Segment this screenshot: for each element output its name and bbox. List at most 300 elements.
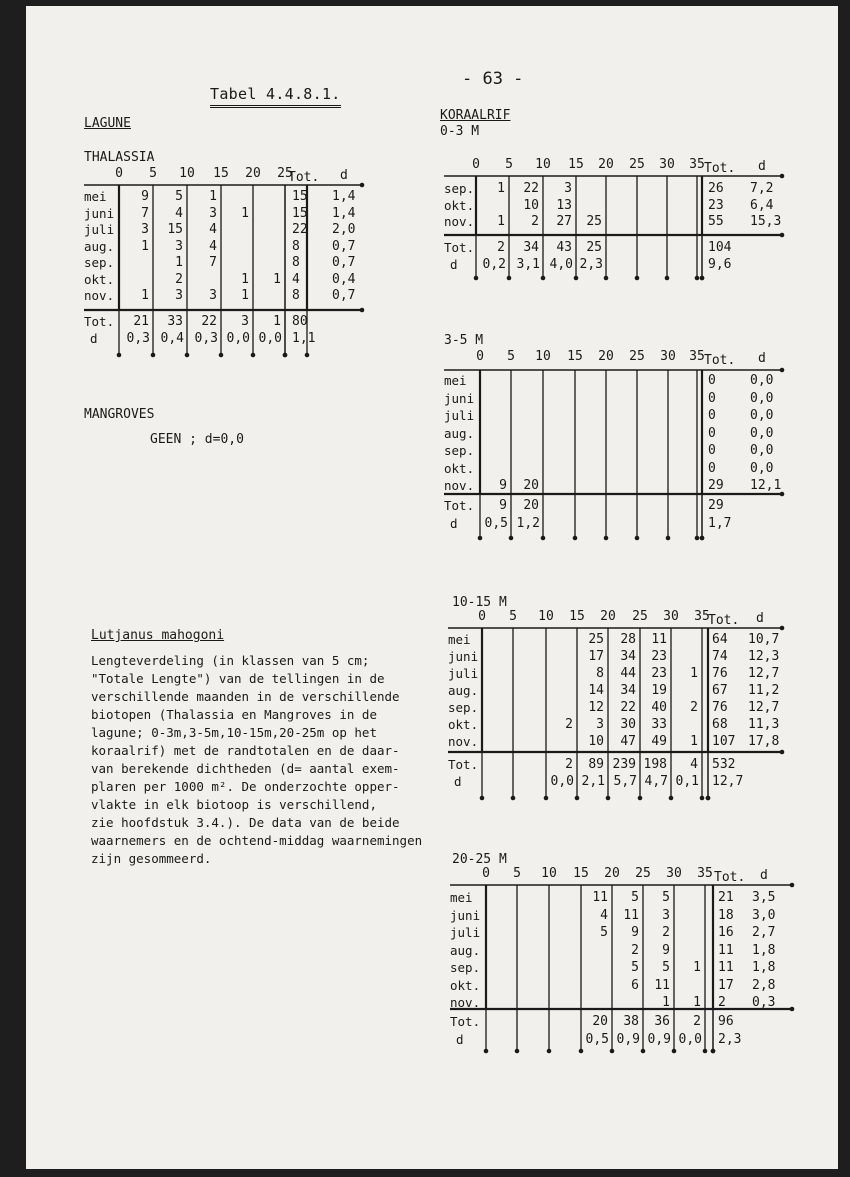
cell-value: 2 — [531, 214, 539, 229]
cell-value: 19 — [651, 683, 667, 698]
tick-dot — [251, 353, 256, 358]
cell-value: 47 — [620, 734, 636, 749]
d-header: d — [756, 611, 764, 626]
month-label: nov. — [444, 214, 475, 229]
row-density: 10,7 — [748, 632, 780, 647]
cell-value: 22 — [523, 181, 539, 196]
cell-value: 9 — [141, 189, 149, 204]
tick-dot — [700, 796, 705, 801]
total-value: 9 — [499, 498, 507, 513]
total-value: 2 — [565, 757, 573, 772]
cell-value: 3 — [141, 222, 149, 237]
row-total: 68 — [712, 717, 728, 732]
row-total: 21 — [718, 890, 734, 905]
tick-dot — [790, 1007, 795, 1012]
cell-value: 1 — [690, 734, 698, 749]
row-density: 1,4 — [332, 205, 356, 221]
tick-dot — [711, 1049, 716, 1054]
tick-dot — [541, 276, 546, 281]
row-total: 15 — [292, 205, 308, 221]
class-tick-label: 35 — [689, 349, 705, 364]
class-tick-label: 0 — [115, 166, 123, 181]
row-total: 74 — [712, 649, 728, 664]
cell-value: 1 — [662, 995, 670, 1010]
cell-value: 2 — [690, 700, 698, 715]
density-value: 0,0 — [258, 330, 282, 346]
tick-dot — [185, 353, 190, 358]
caption-line: verschillende maanden in de verschillende — [91, 689, 400, 704]
total-value: 3 — [241, 314, 249, 329]
table-title: Tabel 4.4.8.1. — [210, 85, 341, 103]
total-value: 198 — [643, 757, 667, 772]
row-density: 1,4 — [332, 189, 356, 204]
d-header: d — [340, 168, 348, 183]
mangroves-label: MANGROVES — [84, 407, 155, 422]
density-value: 4,0 — [549, 256, 573, 272]
tick-dot — [695, 276, 700, 281]
mangroves-value: GEEN ; d=0,0 — [150, 432, 244, 447]
cell-value: 3 — [209, 288, 217, 303]
class-tick-label: 30 — [666, 866, 682, 881]
total-value: 89 — [588, 757, 604, 772]
depth-0-3-label: 0-3 M — [440, 124, 480, 139]
row-density: 2,7 — [752, 925, 776, 940]
row-density: 0,0 — [750, 425, 774, 441]
month-label: juni — [450, 907, 481, 923]
row-total: 16 — [718, 925, 734, 940]
class-tick-label: 25 — [629, 349, 645, 364]
row-density: 2,8 — [752, 977, 776, 993]
tot-row-label: Tot. — [84, 314, 115, 329]
cell-value: 2 — [662, 925, 670, 940]
tot-row-label: Tot. — [448, 757, 479, 772]
cell-value: 4 — [209, 238, 217, 254]
d-header: d — [758, 351, 766, 366]
cell-value: 11 — [623, 907, 639, 923]
class-tick-label: 5 — [505, 157, 513, 172]
d-header: d — [760, 868, 768, 883]
cell-value: 9 — [499, 478, 507, 493]
class-tick-label: 10 — [535, 157, 551, 172]
row-density: 0,0 — [750, 390, 774, 406]
density-value: 0,3 — [194, 330, 218, 346]
cell-value: 27 — [556, 214, 572, 229]
row-total: 0 — [708, 408, 716, 423]
row-density: 12,7 — [748, 700, 780, 715]
density-value: 0,5 — [484, 515, 508, 531]
grand-total: 29 — [708, 498, 724, 513]
cell-value: 1 — [693, 995, 701, 1010]
cell-value: 25 — [588, 632, 604, 647]
month-label: sep. — [450, 960, 481, 975]
depth-20-25-label: 20-25 M — [452, 852, 507, 867]
month-label: aug. — [450, 942, 481, 958]
tick-dot — [573, 536, 578, 541]
caption-line: Lengteverdeling (in klassen van 5 cm; — [91, 653, 370, 668]
row-total: 64 — [712, 632, 728, 647]
tick-dot — [579, 1049, 584, 1054]
d-row-label: d — [456, 1031, 464, 1047]
class-tick-label: 20 — [245, 166, 261, 181]
row-total: 17 — [718, 977, 734, 993]
month-label: juli — [448, 666, 479, 681]
cell-value: 4 — [209, 222, 217, 237]
row-density: 11,2 — [748, 683, 780, 698]
month-label: nov. — [444, 478, 475, 493]
d-row-label: d — [90, 330, 98, 346]
row-total: 11 — [718, 942, 734, 958]
row-density: 0,0 — [750, 443, 774, 458]
tick-dot — [610, 1049, 615, 1054]
row-total: 2 — [718, 995, 726, 1010]
caption-line: lagune; 0-3m,3-5m,10-15m,20-25m op het — [91, 725, 377, 740]
cell-value: 6 — [631, 977, 639, 993]
tick-dot — [780, 233, 785, 238]
class-tick-label: 35 — [694, 609, 710, 624]
tick-dot — [672, 1049, 677, 1054]
tick-dot — [541, 536, 546, 541]
class-tick-label: 5 — [509, 609, 517, 624]
tick-dot — [511, 796, 516, 801]
cell-value: 9 — [662, 942, 670, 958]
tick-dot — [480, 796, 485, 801]
total-value: 43 — [556, 240, 572, 255]
cell-value: 13 — [556, 197, 572, 213]
tick-dot — [695, 536, 700, 541]
cell-value: 8 — [596, 666, 604, 681]
row-density: 2,0 — [332, 222, 356, 237]
total-value: 20 — [592, 1014, 608, 1029]
total-value: 22 — [201, 314, 217, 329]
class-tick-label: 5 — [507, 349, 515, 364]
month-label: mei — [84, 189, 107, 204]
cell-value: 1 — [497, 214, 505, 229]
cell-value: 23 — [651, 649, 667, 664]
month-label: aug. — [84, 238, 115, 254]
grand-density: 9,6 — [708, 256, 732, 272]
tick-dot — [547, 1049, 552, 1054]
class-tick-label: 10 — [179, 166, 195, 181]
grand-density: 2,3 — [718, 1031, 742, 1047]
cell-value: 5 — [631, 890, 639, 905]
total-value: 1 — [273, 314, 281, 329]
month-label: juni — [84, 205, 115, 221]
class-tick-label: 30 — [660, 349, 676, 364]
cell-value: 4 — [175, 205, 183, 221]
density-value: 0,1 — [675, 774, 699, 789]
total-value: 4 — [690, 757, 698, 772]
month-label: aug. — [448, 683, 479, 698]
class-tick-label: 20 — [600, 609, 616, 624]
d-row-label: d — [450, 515, 458, 531]
class-tick-label: 20 — [598, 349, 614, 364]
row-density: 0,7 — [332, 238, 356, 254]
row-density: 15,3 — [750, 214, 782, 229]
tick-dot — [305, 353, 310, 358]
month-label: nov. — [448, 734, 479, 749]
cell-value: 40 — [651, 700, 667, 715]
caption-line: vlakte in elk biotoop is verschillend, — [91, 797, 377, 812]
class-tick-label: 25 — [632, 609, 648, 624]
density-value: 0,4 — [160, 330, 184, 346]
month-label: nov. — [84, 288, 115, 303]
tick-dot — [780, 750, 785, 755]
row-total: 4 — [292, 271, 300, 287]
density-value: 0,0 — [550, 774, 574, 789]
row-density: 1,8 — [752, 942, 776, 958]
cell-value: 15 — [167, 222, 183, 237]
class-tick-label: 25 — [635, 866, 651, 881]
tick-dot — [544, 796, 549, 801]
density-value: 0,0 — [678, 1031, 702, 1047]
month-label: sep. — [444, 443, 475, 458]
row-density: 12,1 — [750, 478, 782, 493]
total-value: 34 — [523, 240, 539, 255]
cell-value: 9 — [631, 925, 639, 940]
row-total: 0 — [708, 390, 716, 406]
cell-value: 34 — [620, 649, 636, 664]
cell-value: 3 — [175, 238, 183, 254]
density-value: 0,9 — [616, 1031, 640, 1047]
cell-value: 1 — [241, 271, 249, 287]
cell-value: 1 — [273, 271, 281, 287]
density-value: 0,0 — [226, 330, 250, 346]
class-tick-label: 20 — [604, 866, 620, 881]
class-tick-label: 25 — [277, 166, 293, 181]
tot-header: Tot. — [704, 353, 736, 368]
thalassia-label: THALASSIA — [84, 150, 155, 165]
row-density: 11,3 — [748, 717, 780, 732]
caption-title: Lutjanus mahogoni — [91, 628, 225, 643]
cell-value: 3 — [564, 181, 572, 196]
cell-value: 11 — [592, 890, 608, 905]
row-density: 17,8 — [748, 734, 780, 749]
tick-dot — [703, 1049, 708, 1054]
tick-dot — [283, 353, 288, 358]
total-value: 38 — [623, 1014, 639, 1029]
row-density: 0,7 — [332, 255, 356, 270]
row-total: 22 — [292, 222, 308, 237]
cell-value: 7 — [141, 205, 149, 221]
class-tick-label: 30 — [663, 609, 679, 624]
cell-value: 7 — [209, 255, 217, 270]
class-tick-label: 0 — [476, 349, 484, 364]
class-tick-label: 5 — [149, 166, 157, 181]
cell-value: 22 — [620, 700, 636, 715]
density-value: 3,1 — [516, 256, 540, 272]
density-value: 1,2 — [516, 515, 540, 531]
row-density: 12,7 — [748, 666, 780, 681]
month-label: mei — [450, 890, 473, 905]
page-number: - 63 - — [462, 69, 524, 89]
tick-dot — [780, 174, 785, 179]
class-tick-label: 35 — [689, 157, 705, 172]
row-density: 7,2 — [750, 181, 774, 196]
row-total: 107 — [712, 734, 736, 749]
caption-line: "Totale Lengte") van de tellingen in de — [91, 671, 385, 686]
class-tick-label: 30 — [659, 157, 675, 172]
cell-value: 10 — [523, 197, 539, 213]
caption-line: van berekende dichtheden (d= aantal exem- — [91, 761, 400, 776]
total-value: 25 — [586, 240, 602, 255]
cell-value: 33 — [651, 717, 667, 732]
cell-value: 3 — [209, 205, 217, 221]
row-total: 0 — [708, 460, 716, 476]
row-density: 6,4 — [750, 197, 774, 213]
tick-dot — [509, 536, 514, 541]
class-tick-label: 20 — [598, 157, 614, 172]
caption-line: koraalrif) met de randtotalen en de daar- — [91, 743, 400, 758]
class-tick-label: 15 — [573, 866, 589, 881]
cell-value: 3 — [662, 907, 670, 923]
row-total: 76 — [712, 666, 728, 681]
cell-value: 5 — [175, 189, 183, 204]
class-tick-label: 10 — [538, 609, 554, 624]
density-value: 0,9 — [647, 1031, 671, 1047]
density-value: 2,3 — [579, 256, 603, 272]
row-density: 0,0 — [750, 460, 774, 476]
row-total: 8 — [292, 238, 300, 254]
tick-dot — [574, 276, 579, 281]
cell-value: 14 — [588, 683, 604, 698]
month-label: juni — [444, 390, 475, 406]
total-value: 21 — [133, 314, 149, 329]
tick-dot — [360, 308, 365, 313]
row-total: 0 — [708, 425, 716, 441]
row-total: 0 — [708, 373, 716, 388]
row-total: 11 — [718, 960, 734, 975]
cell-value: 49 — [651, 734, 667, 749]
cell-value: 5 — [600, 925, 608, 940]
cell-value: 34 — [620, 683, 636, 698]
cell-value: 1 — [693, 960, 701, 975]
row-total: 29 — [708, 478, 724, 493]
tot-header: Tot. — [704, 161, 736, 176]
tick-dot — [638, 796, 643, 801]
row-total: 76 — [712, 700, 728, 715]
row-total: 55 — [708, 214, 724, 229]
tick-dot — [700, 536, 705, 541]
depth-3-5-label: 3-5 M — [444, 333, 484, 348]
month-label: okt. — [444, 460, 475, 476]
total-value: 36 — [654, 1014, 670, 1029]
total-value: 33 — [167, 314, 183, 329]
cell-value: 17 — [588, 649, 604, 664]
row-density: 3,0 — [752, 907, 776, 923]
month-label: sep. — [444, 181, 475, 196]
tick-dot — [604, 536, 609, 541]
total-value: 239 — [612, 757, 636, 772]
tick-dot — [117, 353, 122, 358]
cell-value: 30 — [620, 717, 636, 732]
cell-value: 2 — [631, 942, 639, 958]
class-tick-label: 0 — [472, 157, 480, 172]
month-label: mei — [448, 632, 471, 647]
cell-value: 1 — [241, 205, 249, 221]
cell-value: 3 — [596, 717, 604, 732]
cell-value: 3 — [175, 288, 183, 303]
total-value: 2 — [497, 240, 505, 255]
class-tick-label: 10 — [541, 866, 557, 881]
month-label: okt. — [84, 271, 115, 287]
row-total: 18 — [718, 907, 734, 923]
cell-value: 28 — [620, 632, 636, 647]
cell-value: 11 — [651, 632, 667, 647]
tick-dot — [635, 536, 640, 541]
cell-value: 1 — [175, 255, 183, 270]
row-total: 0 — [708, 443, 716, 458]
cell-value: 5 — [631, 960, 639, 975]
tick-dot — [604, 276, 609, 281]
tick-dot — [151, 353, 156, 358]
tot-row-label: Tot. — [450, 1014, 481, 1029]
tick-dot — [669, 796, 674, 801]
cell-value: 1 — [209, 189, 217, 204]
row-total: 67 — [712, 683, 728, 698]
class-tick-label: 5 — [513, 866, 521, 881]
row-total: 8 — [292, 288, 300, 303]
grand-density: 1,1 — [292, 330, 316, 346]
cell-value: 12 — [588, 700, 604, 715]
cell-value: 1 — [241, 288, 249, 303]
class-tick-label: 10 — [535, 349, 551, 364]
cell-value: 25 — [586, 214, 602, 229]
density-value: 5,7 — [613, 774, 637, 789]
density-value: 4,7 — [644, 774, 668, 789]
row-density: 0,7 — [332, 288, 356, 303]
row-density: 0,4 — [332, 271, 356, 287]
row-total: 26 — [708, 181, 724, 196]
tick-dot — [515, 1049, 520, 1054]
cell-value: 1 — [141, 288, 149, 303]
d-row-label: d — [454, 774, 462, 789]
month-label: sep. — [448, 700, 479, 715]
month-label: okt. — [450, 977, 481, 993]
caption-line: plaren per 1000 m². De onderzochte opper- — [91, 779, 400, 794]
tick-dot — [780, 368, 785, 373]
caption-line: biotopen (Thalassia en Mangroves in de — [91, 707, 377, 722]
row-density: 0,3 — [752, 995, 776, 1010]
month-label: juli — [450, 925, 481, 940]
depth-10-15-label: 10-15 M — [452, 595, 507, 610]
month-label: juni — [448, 649, 479, 664]
tick-dot — [641, 1049, 646, 1054]
tick-dot — [700, 276, 705, 281]
tot-header: Tot. — [288, 170, 320, 185]
row-density: 12,3 — [748, 649, 780, 664]
caption-line: zijn gesommeerd. — [91, 851, 212, 866]
row-total: 15 — [292, 189, 308, 204]
cell-value: 23 — [651, 666, 667, 681]
grand-total: 96 — [718, 1014, 734, 1029]
month-label: sep. — [84, 255, 115, 270]
month-label: juli — [444, 408, 475, 423]
row-density: 0,0 — [750, 408, 774, 423]
row-density: 1,8 — [752, 960, 776, 975]
lagune-heading: LAGUNE — [84, 116, 131, 131]
grand-total: 80 — [292, 314, 308, 329]
cell-value: 4 — [600, 907, 608, 923]
grand-density: 1,7 — [708, 515, 732, 531]
grand-total: 532 — [712, 757, 736, 772]
class-tick-label: 15 — [213, 166, 229, 181]
caption-line: zie hoofdstuk 3.4.). De data van de beide — [91, 815, 400, 830]
tick-dot — [219, 353, 224, 358]
cell-value: 20 — [523, 478, 539, 493]
tick-dot — [484, 1049, 489, 1054]
month-label: okt. — [444, 197, 475, 213]
total-value: 20 — [523, 498, 539, 513]
